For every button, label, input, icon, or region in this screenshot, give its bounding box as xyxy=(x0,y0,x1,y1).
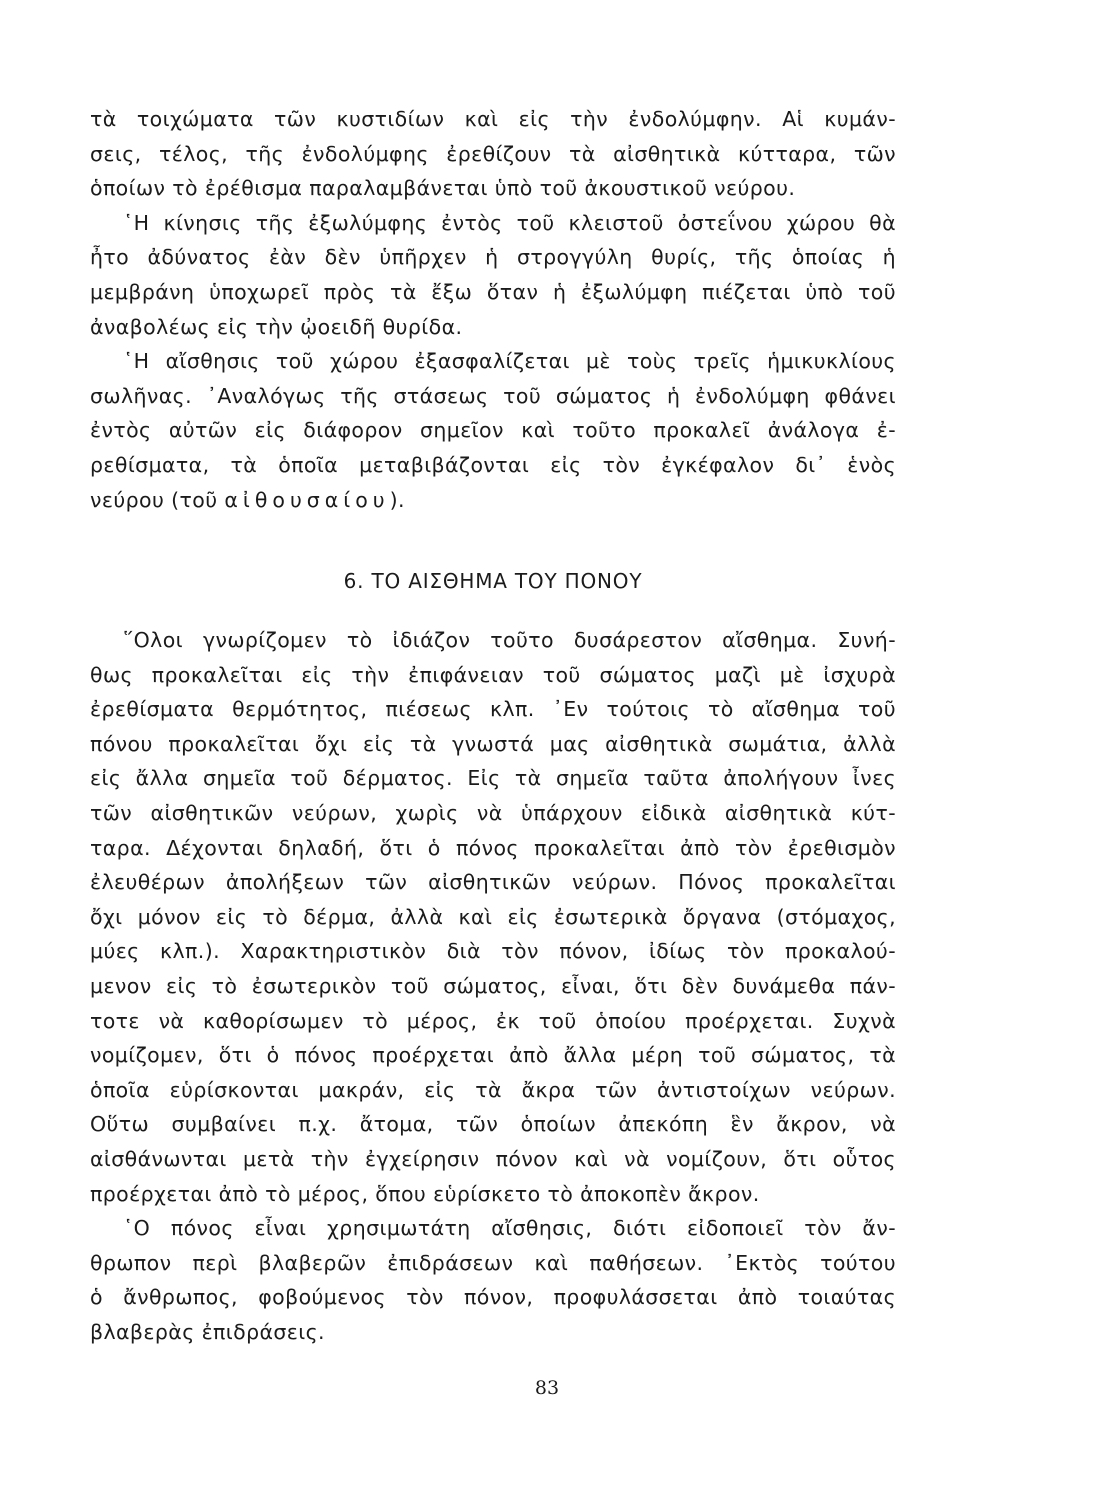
text-line: σωλῆνας. ᾿Αναλόγως τῆς στάσεως τοῦ σώματος ἡ ἐνδολύμφη φθάνει xyxy=(90,383,896,408)
page-number: 83 xyxy=(534,1377,560,1399)
text-line: μενον εἰς τὸ ἐσωτερικὸν τοῦ σώματος, εἶναι, ὅτι δὲν δυνάμεθα πάν- xyxy=(90,973,896,998)
text-fragment: ). xyxy=(389,487,405,512)
text-line: ἀναβολέως εἰς τὴν ᾠοειδῆ θυρίδα. xyxy=(90,314,463,339)
text-line: ῾Ο πόνος εἶναι χρησιμωτάτη αἴσθησις, διότι εἰδοποιεῖ τὸν ἄν- xyxy=(123,1216,896,1241)
text-line: θως προκαλεῖται εἰς τὴν ἐπιφάνειαν τοῦ σώματος μαζὶ μὲ ἰσχυρὰ xyxy=(90,662,896,687)
text-line: ρεθίσματα, τὰ ὁποῖα μεταβιβάζονται εἰς τὸν ἐγκέφαλον δι᾿ ἑνὸς xyxy=(90,452,896,477)
text-line: προέρχεται ἀπὸ τὸ μέρος, ὅπου εὑρίσκετο τὸ ἀποκοπὲν ἄκρον. xyxy=(90,1181,760,1206)
text-line xyxy=(90,483,896,518)
text-fragment: νεύρου (τοῦ xyxy=(90,487,218,512)
text-line: μύες κλπ.). Χαρακτηριστικὸν διὰ τὸν πόνον, ἰδίως τὸν προκαλού- xyxy=(90,939,896,964)
section-1-text xyxy=(90,102,896,517)
text-line: νομίζομεν, ὅτι ὁ πόνος προέρχεται ἀπὸ ἄλλα μέρη τοῦ σώματος, τὰ xyxy=(90,1043,896,1068)
text-line: ὄχι μόνον εἰς τὸ δέρμα, ἀλλὰ καὶ εἰς ἐσωτερικὰ ὄργανα (στόμαχος, xyxy=(90,904,896,929)
text-line: Οὕτω συμβαίνει π.χ. ἄτομα, τῶν ὁποίων ἀπεκόπη ἓν ἄκρον, νὰ xyxy=(90,1112,896,1137)
text-line: μεμβράνη ὑποχωρεῖ πρὸς τὰ ἔξω ὅταν ἡ ἐξωλύμφη πιέζεται ὑπὸ τοῦ xyxy=(90,279,896,304)
text-line: σεις, τέλος, τῆς ἐνδολύμφης ἐρεθίζουν τὰ αἰσθητικὰ κύτταρα, τῶν xyxy=(90,141,896,166)
text-line: ἐλευθέρων ἀπολήξεων τῶν αἰσθητικῶν νεύρων. Πόνος προκαλεῖται xyxy=(90,870,896,895)
book-page xyxy=(90,102,896,1344)
text-line: ἦτο ἀδύνατος ἐὰν δὲν ὑπῆρχεν ἡ στρογγύλη θυρίς, τῆς ὁποίας ἡ xyxy=(90,245,896,270)
text-line: ῾Η αἴσθησις τοῦ χώρου ἐξασφαλίζεται μὲ τοὺς τρεῖς ἡμικυκλίους xyxy=(123,349,896,374)
text-line: τὰ τοιχώματα τῶν κυστιδίων καὶ εἰς τὴν ἐνδολύμφην. Αἱ κυμάν- xyxy=(90,107,896,131)
text-line: ὁποῖα εὑρίσκονται μακράν, εἰς τὰ ἄκρα τῶν ἀντιστοίχων νεύρων. xyxy=(90,1077,896,1102)
text-line: εἰς ἄλλα σημεῖα τοῦ δέρματος. Εἰς τὰ σημεῖα ταῦτα ἀπολήγουν ἶνες xyxy=(90,766,896,791)
section-heading: 6. ΤΟ ΑΙΣΘΗΜΑ ΤΟΥ ΠΟΝΟΥ xyxy=(343,569,643,593)
text-line: ἐντὸς αὐτῶν εἰς διάφορον σημεῖον καὶ τοῦτο προκαλεῖ ἀνάλογα ἐ- xyxy=(90,418,896,443)
text-line: ταρα. Δέχονται δηλαδή, ὅτι ὁ πόνος προκαλεῖται ἀπὸ τὸν ἐρεθισμὸν xyxy=(90,835,896,860)
text-line: ἐρεθίσματα θερμότητος, πιέσεως κλπ. ᾿Εν τούτοις τὸ αἴσθημα τοῦ xyxy=(90,697,896,722)
section-2-text xyxy=(90,623,896,1349)
spaced-term: αἰθουσαίου xyxy=(224,487,390,512)
text-line: τοτε νὰ καθορίσωμεν τὸ μέρος, ἐκ τοῦ ὁποίου προέρχεται. Συχνὰ xyxy=(90,1008,896,1033)
text-line: ῞Ολοι γνωρίζομεν τὸ ἰδιάζον τοῦτο δυσάρεστον αἴσθημα. Συνή- xyxy=(123,628,896,652)
text-line: ῾Η κίνησις τῆς ἐξωλύμφης ἐντὸς τοῦ κλειστοῦ ὀστεΐνου χώρου θὰ xyxy=(123,210,896,235)
text-line: ὁ ἄνθρωπος, φοβούμενος τὸν πόνον, προφυλάσσεται ἀπὸ τοιαύτας xyxy=(90,1285,896,1310)
text-line: ὁποίων τὸ ἐρέθισμα παραλαμβάνεται ὑπὸ τοῦ ἀκουστικοῦ νεύρου. xyxy=(90,176,796,201)
text-line: πόνου προκαλεῖται ὄχι εἰς τὰ γνωστά μας αἰσθητικὰ σωμάτια, ἀλλὰ xyxy=(90,731,896,756)
text-line: αἰσθάνωνται μετὰ τὴν ἐγχείρησιν πόνον καὶ νὰ νομίζουν, ὅτι οὗτος xyxy=(90,1146,896,1171)
text-line: τῶν αἰσθητικῶν νεύρων, χωρὶς νὰ ὑπάρχουν εἰδικὰ αἰσθητικὰ κύτ- xyxy=(90,800,896,825)
text-line: θρωπον περὶ βλαβερῶν ἐπιδράσεων καὶ παθήσεων. ᾿Εκτὸς τούτου xyxy=(90,1250,896,1275)
text-line: βλαβερὰς ἐπιδράσεις. xyxy=(90,1319,325,1344)
